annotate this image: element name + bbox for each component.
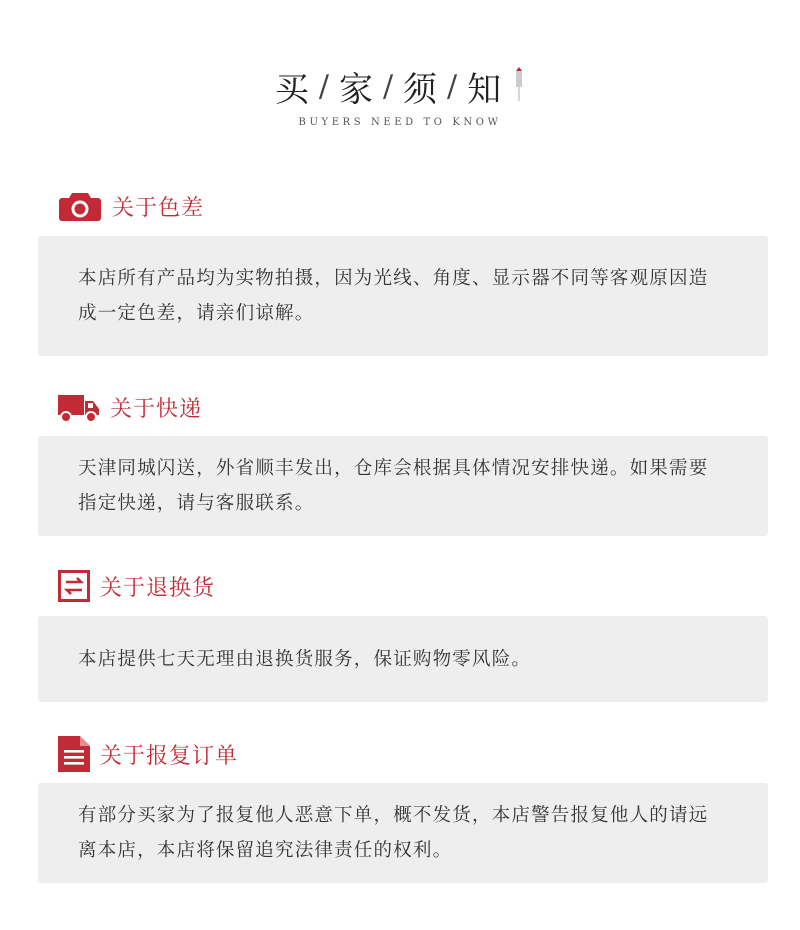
page-header [0,62,800,128]
section-box-delivery [38,436,768,536]
section-title-text: 关于快递 [110,397,203,422]
title-separator: / [382,69,396,104]
section-title-text: 关于色差 [112,195,205,221]
section-title-color [58,190,204,222]
section-body: 本店提供七天无理由退换货服务，保证购物零风险。 [78,648,532,670]
section-body: 本店所有产品均为实物拍摄，因为光线、角度、显示器不同等客观原因造成一定色差，请亲们谅解。 [78,268,709,324]
title-char: 知 [467,70,504,110]
section-box-color [38,236,768,356]
title-separator: / [447,69,460,104]
title-char: 家 [338,70,375,110]
title-separator: / [318,69,331,104]
title-char: 买 [274,70,311,110]
section-title-text: 关于报复订单 [100,743,239,769]
section-body: 天津同城闪送，外省顺丰发出，仓库会根据具体情况安排快递。如果需要指定快递，请与客服联系。 [78,458,709,514]
truck-icon [58,393,100,423]
exchange-icon [58,570,90,602]
section-title-return [58,570,215,602]
section-box-return [38,616,768,702]
section-title-delivery [58,392,202,423]
section-title-retaliation [58,736,238,772]
camera-icon [58,190,102,222]
document-icon [58,736,90,772]
title-char: 须 [403,70,440,110]
page-title [275,62,525,111]
page-subtitle: BUYERS NEED TO KNOW [298,117,502,128]
pen-icon [513,67,525,107]
section-body: 有部分买家为了报复他人恶意下单，概不发货，本店警告报复他人的请远离本店，本店将保留追究法律责任的权利。 [78,805,709,861]
section-box-retaliation [38,783,768,883]
section-title-text: 关于退换货 [100,575,216,601]
